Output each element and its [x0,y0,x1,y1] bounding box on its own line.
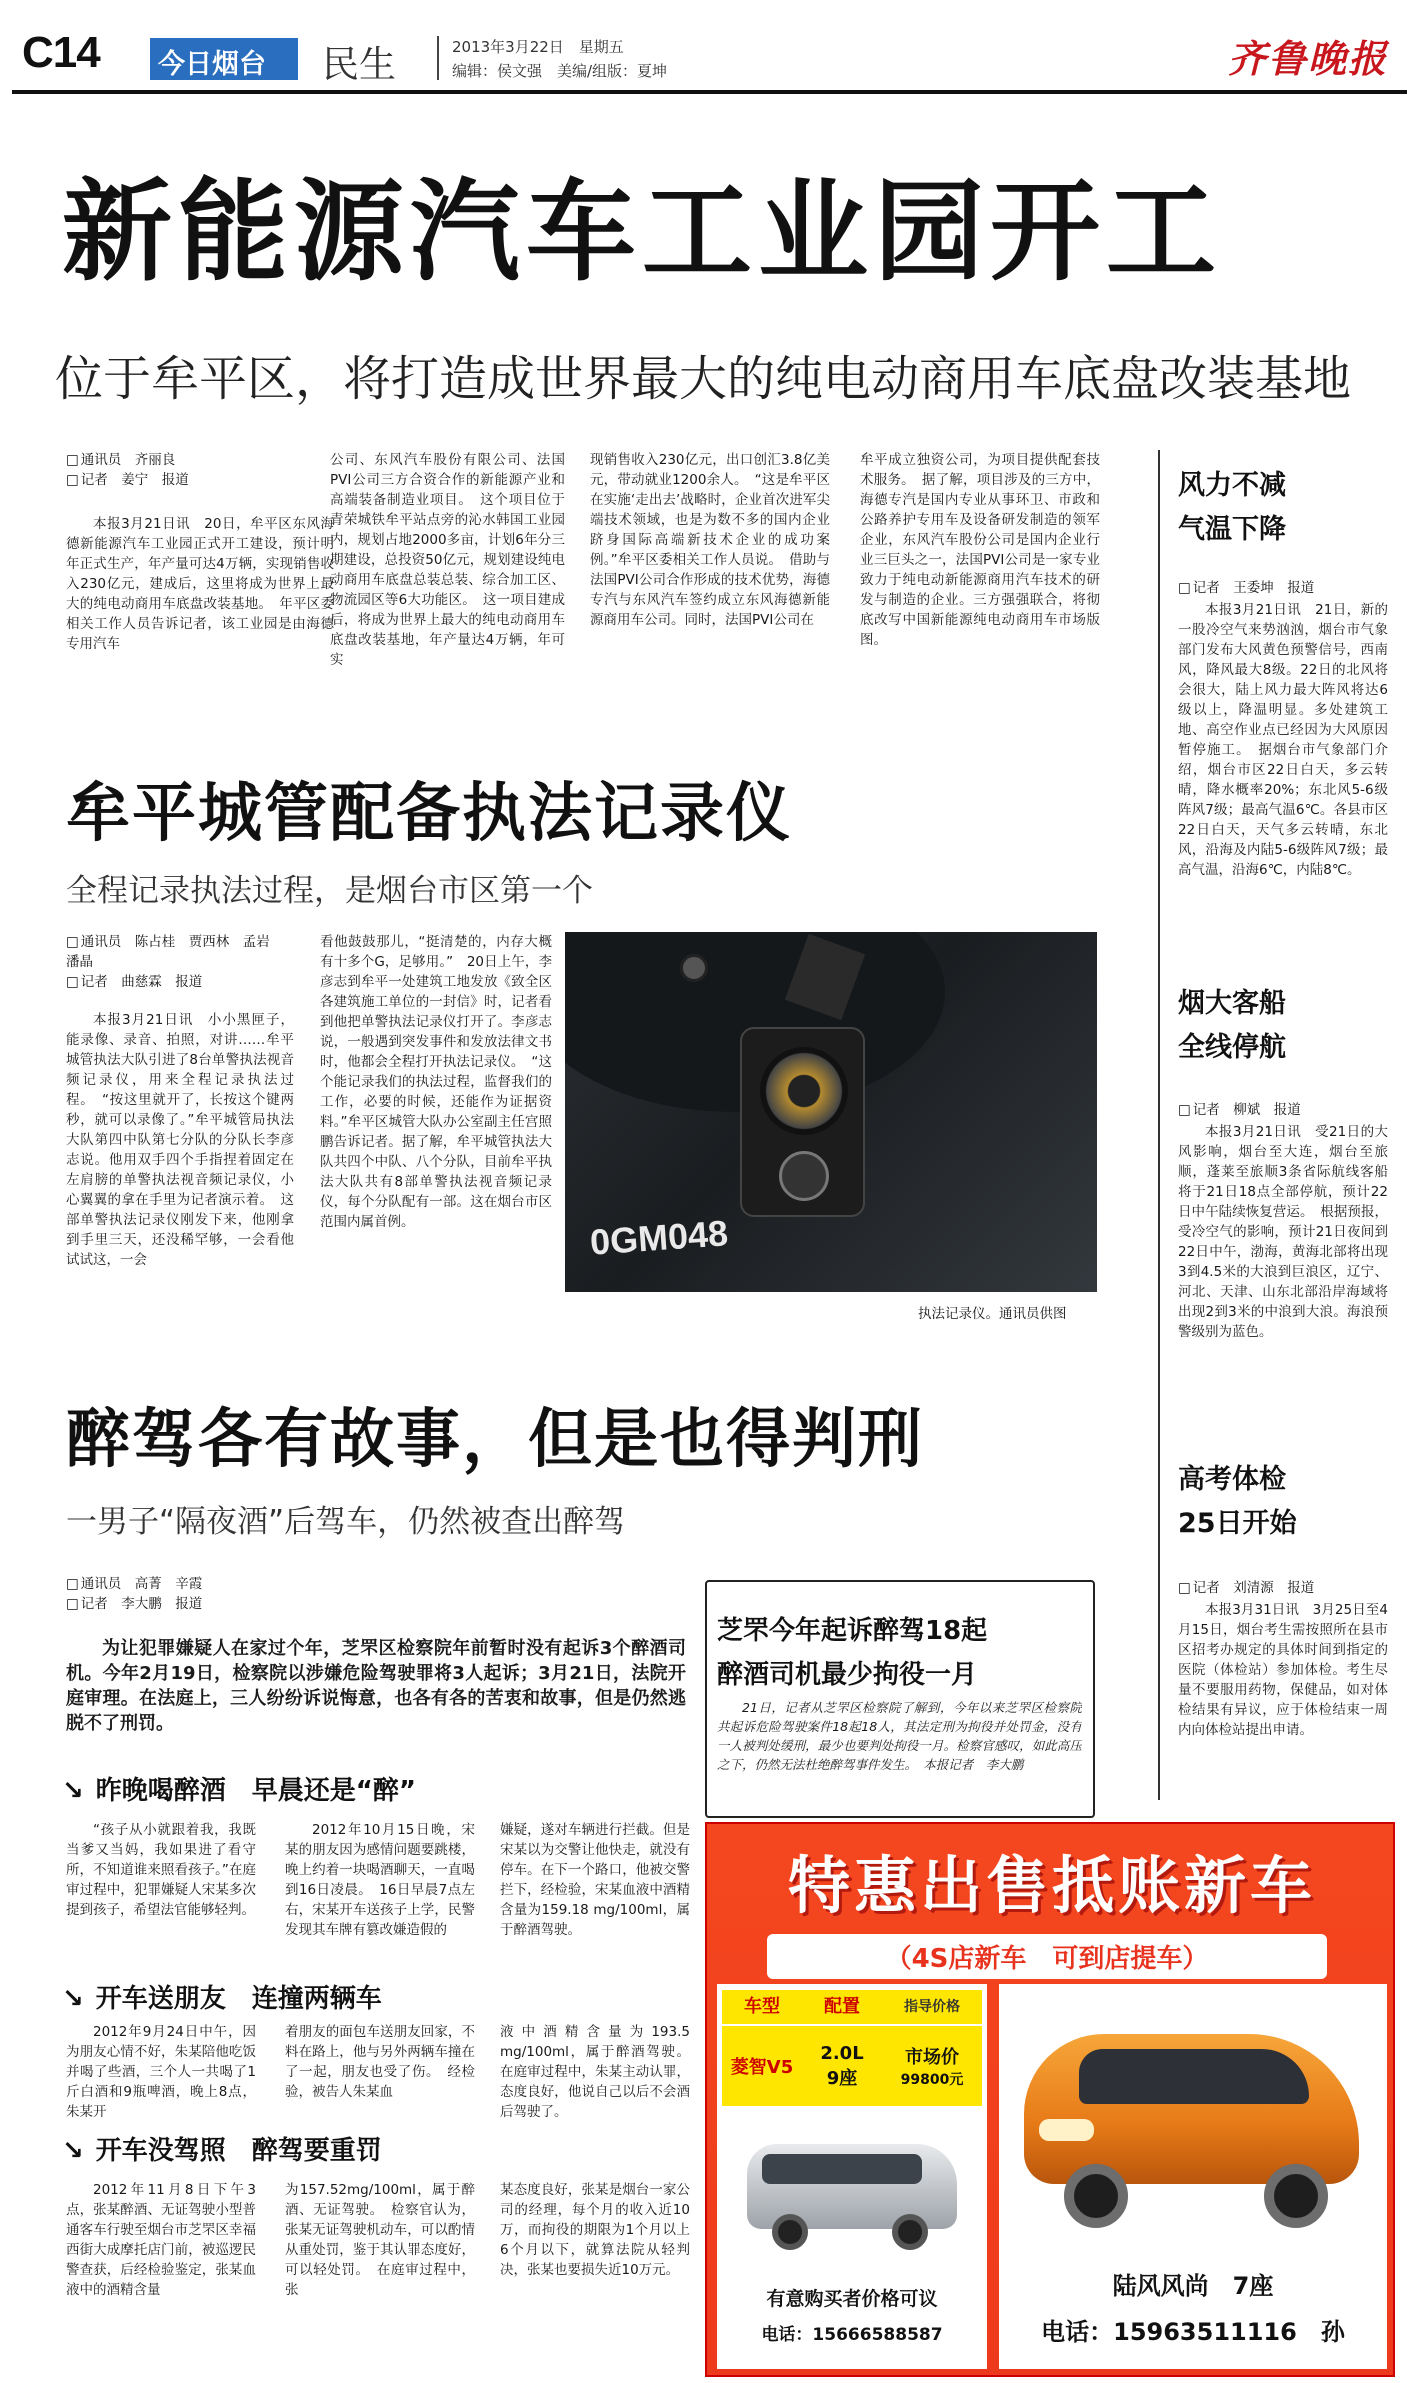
uniform-button [680,954,708,982]
photo-caption: 执法记录仪。通讯员供图 [918,1306,1067,1322]
s2-text-2: 着朋友的面包车送朋友回家，不料在路上，他与另外两辆车撞在了一起，朋友也受了伤。 经检验，被告人朱某血 [285,2024,475,2100]
ad-table-header [722,1990,982,2024]
mpv-window [1079,2049,1309,2104]
s2-column-1 [66,2022,256,2122]
van-window [762,2154,922,2184]
article3-lead-text: 为让犯罪嫌疑人在家过个年，芝罘区检察院年前暂时没有起诉3个醉酒司机。今年2月19日，检察院以涉嫌危险驾驶罪将3人起诉；3月21日，法院开庭审理。在法庭上，三人纷纷诉说悔意，也各有各的苦衷和故事，但是仍然逃脱不了刑罚。 [66,1638,686,1734]
sidebar-1-title [1178,464,1286,552]
page-header [0,0,1417,92]
boxed-title-1: 芝罘今年起诉醉驾18起 [717,1616,988,1646]
ad-row-model: 菱智V5 [730,2057,794,2078]
editor-credits: 编辑：侯文强 美编/组版：夏坤 [452,62,668,80]
byline-1-line-2: □ 记者 姜宁 报道 [66,470,326,490]
byline-1 [66,450,326,490]
article1-column-1 [66,514,334,714]
ad-row-config [802,2043,882,2090]
sidebar-2-byline-text: □ 记者 柳斌 报道 [1178,1100,1301,1120]
ad-header-config: 配置 [824,1996,860,2017]
subheadline-3: 一男子“隔夜酒”后驾车，仍然被查出醉驾 [66,1504,626,1540]
sidebar-3-title [1178,1458,1297,1546]
s1-text-3: 嫌疑，遂对车辆进行拦截。但是宋某以为交警让他快走，就没有停车。在下一个路口，他被交警拦下，经检验，宋某血液中酒精含量为159.18 mg/100ml，属于醉酒驾驶。 [500,1822,690,1938]
ad-left-phone: 电话：15666588587 [761,2325,943,2345]
byline-2-line-1: □ 通讯员 陈占桂 贾西林 孟岩 潘晶 [66,932,296,972]
mpv-headlight [1039,2119,1094,2141]
article2-column-2 [320,932,552,1332]
article2-column-1 [66,1010,294,1340]
sidebar-1-title-line-1: 风力不减 [1178,470,1286,501]
badge-number: 0GM048 [588,1212,730,1263]
ad-row-price [882,2043,982,2089]
boxed-body-text: 21日，记者从芝罘区检察院了解到，今年以来芝罘区检察院共起诉危险驾驶案件18起18人，其法定刑为拘役并处罚金，没有一人被判处缓刑，最少也要判处拘役一月。检察官感叹，如此高压之下，仍然无法杜绝醉驾事件发生。 本报记者 李大鹏 [717,1700,1082,1772]
s3-column-2 [285,2180,475,2370]
s1-text-1: “孩子从小就跟着我，我既当爹又当妈，我如果进了看守所，不知道谁来照看孩子。”在庭审过程中，犯罪嫌疑人宋某多次提到孩子，希望法官能够轻判。 [66,1822,256,1918]
s2-text-1: 2012年9月24日中午，因为朋友心情不好，朱某陪他吃饭并喝了些酒，三个人一共喝了1斤白酒和9瓶啤酒，晚上8点，朱某开 [66,2024,256,2120]
sidebar-3-text: 本报3月31日讯 3月25日至4月15日，烟台考生需按照所在县市区招考办规定的具体时间到指定的医院（体检站）参加体检。考生尽量不要服用药物，保健品，如对体检结果有异议，应于体检结束一周内向体检站提出申请。 [1178,1602,1388,1738]
masthead-logo: 齐鲁晚报 [1228,36,1389,81]
ad-row-config-engine: 2.0L [820,2042,864,2064]
article1-text-2: 公司、东风汽车股份有限公司、法国PVI公司三方合资合作的新能源产业和高端装备制造业项目。 这个项目位于青荣城铁牟平站点旁的沁水韩国工业园内，规划占地2000多亩，计划6年分三期建设，总投资50亿元，规划建设纯电动商用车底盘总装总装、综合加工区、物流园区等6大功能区。 这一项目建成后，将成为世界上最大的纯电动商用车底盘改装基地，年产量达4万辆，年可实 [330,452,565,668]
sidebar-3-byline [1178,1578,1314,1598]
byline-2 [66,932,296,992]
recorder-device [740,1027,865,1217]
sidebar-3-byline-text: □ 记者 刘清源 报道 [1178,1578,1314,1598]
s3-text-3: 某态度良好，张某是烟台一家公司的经理，每个月的收入近10万，而拘役的期限为1个月以上6个月以下，就算法院从轻判决，张某也要损失近10万元。 [500,2182,690,2278]
sidebar-3-body [1178,1600,1388,1780]
ad-tagline: （4S店新车 可到店提车） [767,1934,1327,1979]
mpv-wheel-rear [1264,2164,1328,2228]
sidebar-2-title-line-2: 全线停航 [1178,1032,1286,1063]
s2-column-3 [500,2022,690,2122]
article2-text-2: 看他鼓鼓那儿，“挺清楚的，内存大概有十多个G，足够用。” 20日上午，李彦志到牟平一处建筑工地发放《致全区各建筑施工单位的一封信》时，记者看到他把单警执法记录仪打开了。李彦志说，一般遇到突发事件和发放法律文书时，他都会全程打开执法记录仪。 “这个能记录我们的执法过程，监督我们的工作，必要的时候，还能作为证据资料。”牟平区城管大队办公室副主任宫照鹏告诉记者。据了解，牟平城管执法大队共四个中队、八个分队，目前牟平执法大队共有8部单警执法视音频记录仪，每个分队配有一部。这在烟台市区范围内属首例。 [320,934,552,1230]
sidebar-2-title [1178,982,1286,1070]
column-label: 民生 [322,43,396,86]
byline-3-line-2: □ 记者 李大鹏 报道 [66,1594,202,1614]
sidebar-1-body [1178,600,1388,950]
subhead-1: ↘ 昨晚喝醉酒 早晨还是“醉” [62,1770,416,1807]
article3-lead [66,1636,686,1786]
ad-header-price: 指导价格 [904,1999,960,2015]
boxed-title-2: 醉酒司机最少拘役一月 [717,1660,978,1690]
ad-right-model: 陆风风尚 7座 [1112,2272,1274,2300]
sidebar-2-text: 本报3月21日讯 受21日的大风影响，烟台至大连，烟台至旅顺，蓬莱至旅顺3条省际航线客船将于21日18点全部停航，预计22日中午陆续恢复营运。 根据预报，受冷空气的影响，预计21日夜间到22日中午，渤海，黄海北部将出现3到4.5米的大浪到巨浪区，辽宁、河北、天津、山东北部沿岸海域将出现2到3米的中浪到大浪。海浪预警级别为蓝色。 [1178,1124,1388,1340]
sidebar-2-body [1178,1122,1388,1442]
ad-right-phone: 电话：15963511116 孙 [1041,2318,1345,2346]
article1-column-4 [860,450,1100,710]
s3-column-1 [66,2180,256,2370]
s1-column-1 [66,1820,256,1960]
s1-text-2: 2012年10月15日晚，宋某的朋友因为感情问题要跳楼，晚上约着一块喝酒聊天，一直喝到16日凌晨。 16日早晨7点左右，宋某开车送孩子上学，民警发现其车牌有篡改嫌造假的 [285,1822,475,1938]
section-label: 今日烟台 [158,49,266,80]
sidebar-3-title-line-2: 25日开始 [1178,1508,1297,1539]
police-emblem-icon [779,1151,829,1201]
sidebar-3-title-line-1: 高考体检 [1178,1464,1286,1495]
ad-header-model: 车型 [744,1996,780,2017]
headline-2: 牟平城管配备执法记录仪 [66,777,792,851]
page-number: C14 [22,28,100,77]
ad-table-row [722,2026,982,2106]
van-wheel-rear [892,2214,928,2250]
ad-mpv-image [1019,2004,1369,2244]
s1-column-3 [500,1820,690,1960]
article2-text-1: 本报3月21日讯 小小黑匣子，能录像、录音、拍照，对讲……牟平城管执法大队引进了8台单警执法视音频记录仪，用来全程记录执法过程。 “按这里就开了，长按这个键两秒，就可以录像了。”牟平城管局执法大队第四中队第七分队的分队长李彦志说。他用双手四个手指捏着固定在左肩膀的单警执法视音频记录仪，小心翼翼的拿在手里为记者演示着。 这部单警执法记录仪刚发下来，他刚拿到手里三天，还没稀罕够，一会看他试试这，一会 [66,1012,294,1268]
s1-column-2 [285,1820,475,1960]
ad-row-price-value: 99800元 [900,2072,964,2088]
subheadline-1: 位于牟平区，将打造成世界最大的纯电动商用车底盘改装基地 [55,351,1352,407]
ad-banner: 特惠出售抵账新车 [787,1849,1316,1922]
article1-text-1: 本报3月21日讯 20日，牟平区东风海德新能源汽车工业园正式开工建设，预计明年正式生产，年产量可达4万辆，实现销售收入230亿元，建成后，这里将成为世界上最大的纯电动商用车底盘改装基地。 年平区委相关工作人员告诉记者，该工业园是由海德专用汽车 [66,516,334,652]
subheadline-2: 全程记录执法过程，是烟台市区第一个 [66,873,593,909]
header-rule [12,90,1407,94]
ad-price-panel [717,1984,987,2369]
subhead-3: ↘ 开车没驾照 醉驾要重罚 [62,2130,382,2167]
sidebar-1-byline [1178,578,1314,598]
camera-lens [760,1047,848,1135]
car-advertisement [705,1822,1395,2377]
ad-van-image [742,2124,962,2254]
sidebar-2-title-line-1: 烟大客船 [1178,988,1286,1019]
ad-left-text: 有意购买者价格可议 [766,2288,938,2310]
byline-2-line-2: □ 记者 曲慈霖 报道 [66,972,296,992]
issue-date: 2013年3月22日 星期五 [452,38,624,56]
s3-text-1: 2012年11月8日下午3点，张某醉酒、无证驾驶小型普通客车行驶至烟台市芝罘区幸福西街大成摩托店门前，被巡逻民警查获，后经检验鉴定，张某血液中的酒精含量 [66,2182,256,2298]
article1-column-3 [590,450,830,710]
byline-1-line-1: □ 通讯员 齐丽良 [66,450,326,470]
van-wheel-front [772,2214,808,2250]
subhead-2: ↘ 开车送朋友 连撞两辆车 [62,1978,382,2015]
ad-row-price-label: 市场价 [905,2047,959,2068]
article1-text-4: 牟平成立独资公司，为项目提供配套技术服务。 据了解，项目涉及的三方中，海德专汽是国内专业从事环卫、市政和公路养护专用车及设备研发制造的领军企业，东风汽车股份公司是国内企业行业三巨头之一，法国PVI公司是一家专业致力于纯电动新能源商用汽车技术的研发与制造的企业。三方强强联合，将彻底改写中国新能源纯电动商用车市场版图。 [860,452,1100,648]
sidebar-divider [1158,450,1160,1800]
mpv-wheel-front [1064,2164,1128,2228]
ad-car-panel [999,1984,1387,2369]
boxed-body [717,1698,1082,1814]
ad-row-config-seats: 9座 [826,2067,858,2089]
byline-3 [66,1574,202,1614]
sidebar-1-title-line-2: 气温下降 [1178,514,1286,545]
byline-3-line-1: □ 通讯员 高菁 辛霞 [66,1574,202,1594]
article1-text-3: 现销售收入230亿元，出口创汇3.8亿美元，带动就业1200余人。 “这是牟平区在实施‘走出去’战略时，企业首次进军尖端技术领域，也是为数不多的国内企业跻身国际高端新技术企业的成功案例。”牟平区委相关工作人员说。 借助与法国PVI公司合作形成的技术优势，海德专汽与东风汽车签约成立东风海德新能源商用车公司。同时，法国PVI公司在 [590,452,830,628]
recorder-photo [565,932,1097,1292]
s2-column-2 [285,2022,475,2122]
s3-column-3 [500,2180,690,2370]
headline-1: 新能源汽车工业园开工 [62,168,1222,296]
s2-text-3: 液中酒精含量为193.5 mg/100ml，属于醉酒驾驶。在庭审过程中，朱某主动认罪，态度良好，他说自己以后不会酒后驾驶了。 [500,2024,690,2120]
s3-text-2: 为157.52mg/100ml，属于醉酒、无证驾驶。 检察官认为，张某无证驾驶机动车，可以酌情从重处罚，鉴于其认罪态度好，可以轻处罚。 在庭审过程中，张 [285,2182,475,2298]
sidebar-2-byline [1178,1100,1301,1120]
article1-column-2 [330,450,565,710]
headline-3: 醉驾各有故事，但是也得判刑 [66,1403,924,1477]
header-divider [437,36,439,80]
boxed-story [705,1580,1095,1818]
sidebar-1-text: 本报3月21日讯 21日，新的一股冷空气来势汹汹，烟台市气象部门发布大风黄色预警信号，西南风，降风最大8级。22日的北风将会很大，陆上风力最大阵风将达6级以上，降温明显。多处建筑工地、高空作业点已经因为大风原因暂停施工。 据烟台市气象部门介绍，烟台市区22日白天，多云转晴，降水概率20%；东北风5-6级阵风7级；最高气温6℃。各县市区22日白天，天气多云转晴，东北风，沿海及内陆5-6级阵风7级；最高气温，沿海6℃，内陆8℃。 [1178,602,1388,878]
sidebar-1-byline-text: □ 记者 王委坤 报道 [1178,578,1314,598]
